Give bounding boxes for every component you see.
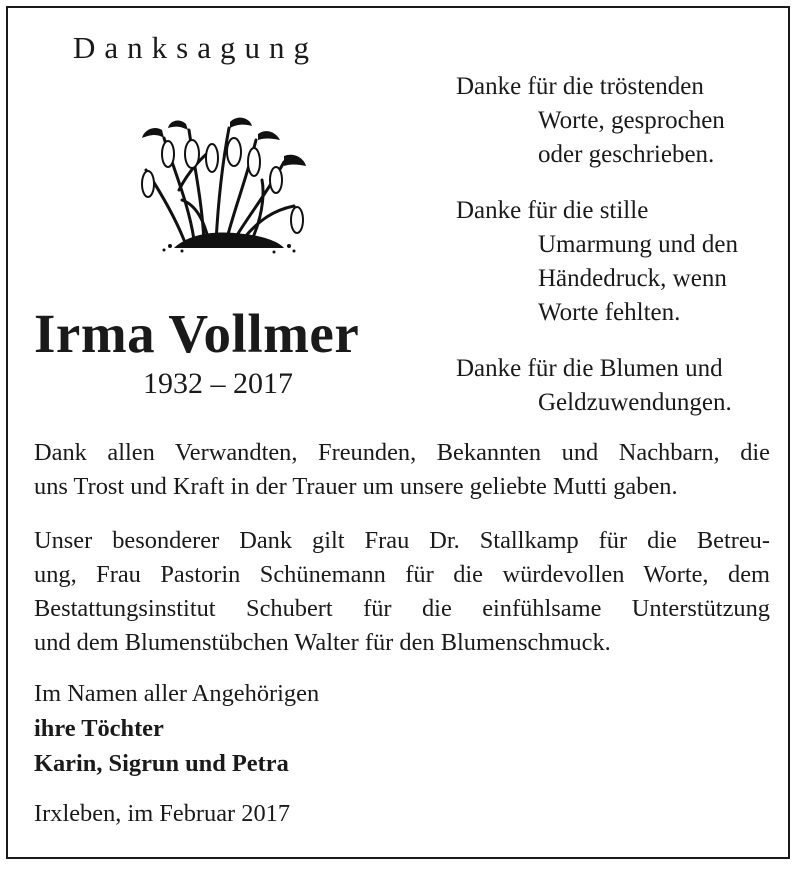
paragraph-line: Bestattungsinstitut Schubert für die einfühlsame Unterstützung (34, 595, 770, 622)
paragraph-line: ung, Frau Pastorin Schünemann für die würdevollen Worte, dem (34, 561, 770, 588)
poem-line: Danke für die stille (456, 197, 649, 224)
life-years: 1932 – 2017 (143, 367, 293, 400)
signature-block (34, 676, 319, 781)
poem-line: oder geschrieben. (538, 141, 715, 168)
thanks-stanza (456, 70, 738, 172)
snowdrops-icon (134, 110, 314, 255)
poem-line: Worte fehlten. (538, 299, 681, 326)
thanks-poem (456, 70, 738, 442)
paragraph-line: Unser besonderer Dank gilt Frau Dr. Stallkamp für die Betreu- (34, 527, 770, 554)
deceased-name: Irma Vollmer (34, 303, 360, 364)
poem-line: Danke für die Blumen und (456, 355, 723, 382)
paragraph-line: und dem Blumenstübchen Walter für den Blumenschmuck. (34, 629, 611, 656)
paragraph-line: uns Trost und Kraft in der Trauer um unsere geliebte Mutti gaben. (34, 473, 678, 500)
special-thanks-paragraph (34, 524, 770, 660)
signature-intro: Im Namen aller Angehörigen (34, 680, 320, 707)
poem-line: Händedruck, wenn (538, 265, 727, 292)
thanks-stanza (456, 352, 738, 420)
thanks-stanza (456, 194, 738, 330)
paragraph-line: Dank allen Verwandten, Freunden, Bekannten und Nachbarn, die (34, 439, 770, 466)
place-date: Irxleben, im Februar 2017 (34, 800, 291, 827)
signature-names: Karin, Sigrun und Petra (34, 750, 289, 777)
thanks-paragraph (34, 436, 770, 504)
poem-line: Danke für die tröstenden (456, 73, 704, 100)
poem-line: Geldzuwendungen. (538, 389, 732, 416)
poem-line: Umarmung und den (538, 231, 738, 258)
poem-line: Worte, gesprochen (538, 107, 725, 134)
signature-relation: ihre Töchter (34, 715, 164, 742)
notice-heading: Danksagung (73, 30, 318, 65)
